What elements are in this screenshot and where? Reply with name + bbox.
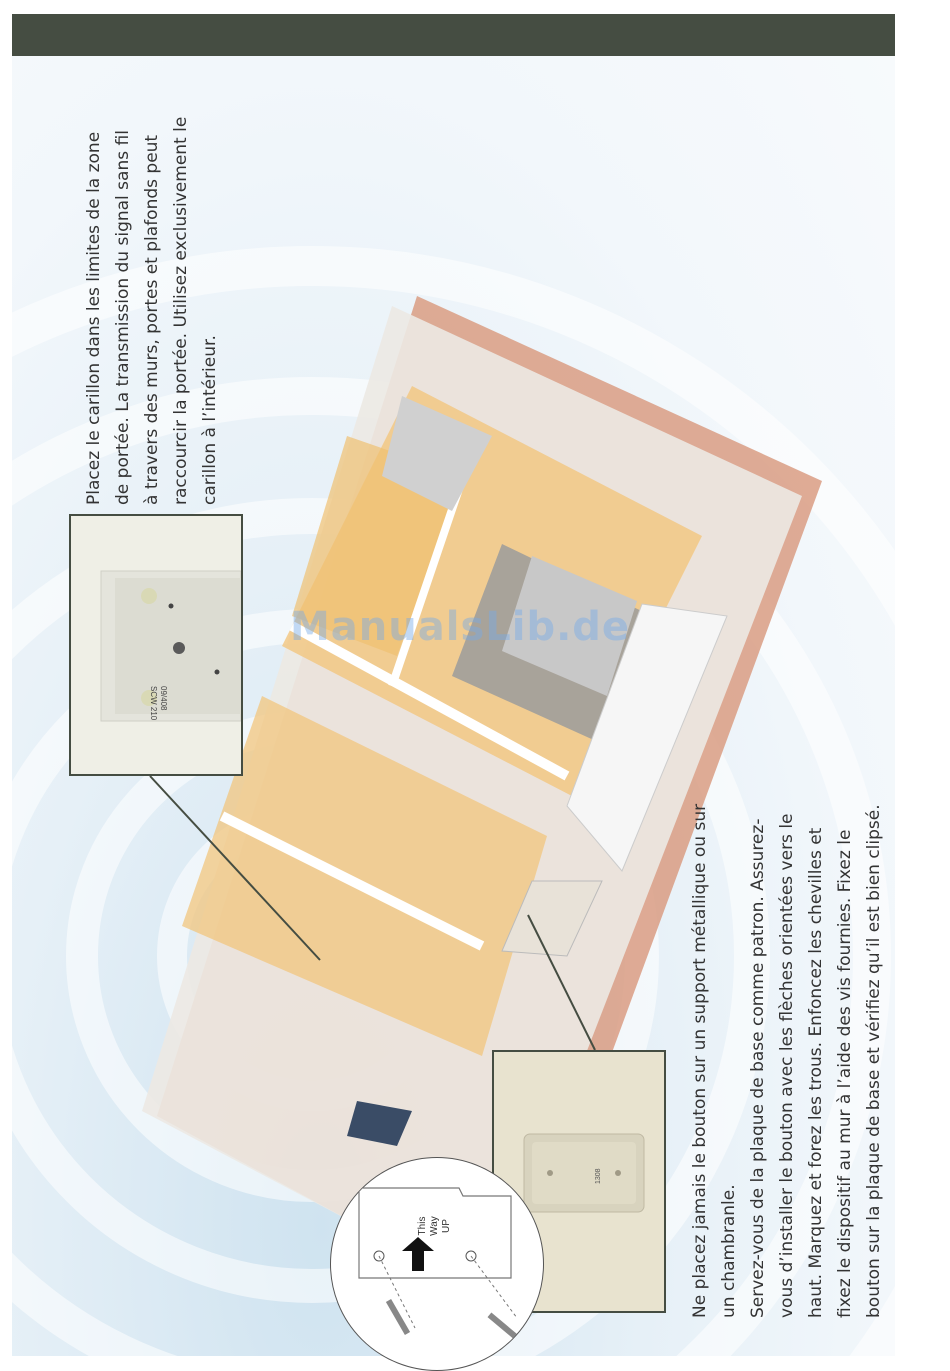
- baseplate-model-text: SCW 210: [149, 686, 158, 721]
- screw-icon: [386, 1299, 521, 1341]
- mounting-diagram: [330, 1157, 544, 1371]
- button-part-label: 1308: [595, 1168, 602, 1184]
- chime-placement-text: Placez le carillon dans les limites de la zone de portée. La transmission du signal sans fil à travers des murs, portes et plafonds peut raccourcir la portée. Utilisez exclusivement le carillon à l’intérieur.: [84, 116, 220, 505]
- baseplate-model-text-2: 09/408: [159, 686, 168, 711]
- mounting-diagram-drawing: [331, 1158, 543, 1370]
- button-mounting-text: Ne placez jamais le bouton sur un support métallique ou sur un chambranle. Servez-vous de la plaque de base comme patron. Assurez- vous d’installer le bouton avec les flèches orientées vers le haut. Marquez et forez les trous. Enfoncez les chevilles et fixez le dispositif au mur à l’aide des vis fournies. Fixez le bouton sur la plaque de base et vérifiez qu’il est bien clipsé.: [690, 803, 884, 1318]
- watermark: ManualsLib.de: [290, 604, 631, 650]
- this-way-up-label: This Way UP: [417, 1216, 452, 1236]
